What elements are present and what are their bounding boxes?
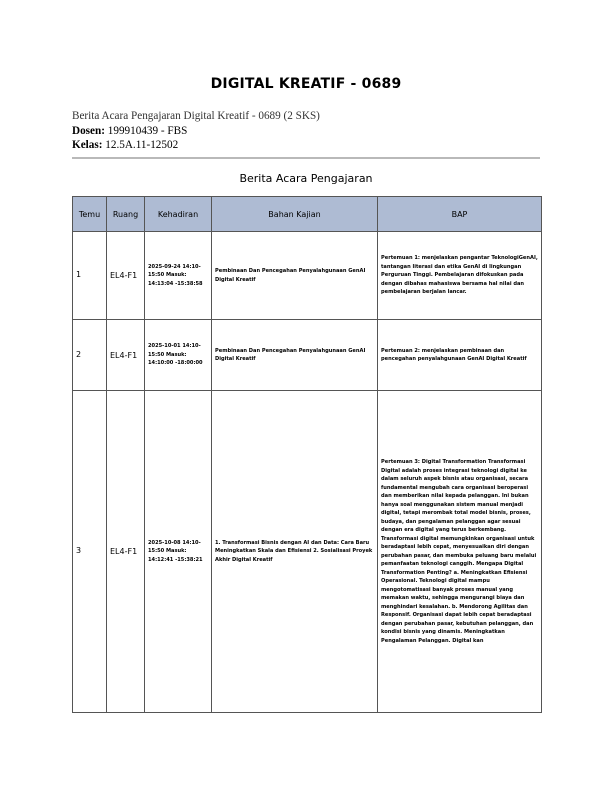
document-title: DIGITAL KREATIF - 0689 xyxy=(210,76,402,92)
cell-kehadiran: 2025-10-01 14:10-15:50 Masuk: 14:10:00 -18:00:00 xyxy=(145,320,212,391)
cell-ruang: EL4-F1 xyxy=(107,232,145,320)
horizontal-divider xyxy=(72,157,540,159)
column-header-temu: Temu xyxy=(73,197,107,232)
cell-bap: Pertemuan 1: menjelaskan pengantar TeknologiGenAI, tantangan literasi dan etika GenAI di lingkungan Perguruan Tinggi. Pembelajaran difokuskan pada dengan dibahas mahasiswa bersama hal nilai dan pembelajaran berjalan lancar. xyxy=(378,232,542,320)
cell-ruang: EL4-F1 xyxy=(107,320,145,391)
cell-temu: 3 xyxy=(73,391,107,713)
kelas-label: Kelas: xyxy=(72,139,103,151)
dosen-value: 199910439 - FBS xyxy=(107,125,188,137)
cell-bahan-kajian: Pembinaan Dan Pencegahan Penyalahgunaan GenAI Digital Kreatif xyxy=(212,320,378,391)
kelas-value: 12.5A.11-12502 xyxy=(105,139,179,151)
cell-bahan-kajian: Pembinaan Dan Pencegahan Penyalahgunaan GenAI Digital Kreatif xyxy=(212,232,378,320)
column-header-bahan-kajian: Bahan Kajian xyxy=(212,197,378,232)
bap-table xyxy=(72,196,542,713)
section-title: Berita Acara Pengajaran xyxy=(239,172,373,185)
table-row xyxy=(73,320,542,391)
cell-bap: Pertemuan 3: Digital Transformation Transformasi Digital adalah proses integrasi teknologi digital ke dalam seluruh aspek bisnis atau organisasi, secara fundamental mengubah cara organisasi beroperasi dan memberikan nilai kepada pelanggan. Ini bukan hanya soal menggunakan sistem manual menjadi digital, tetapi merombak total model bisnis, proses, budaya, dan pengalaman pelanggan agar sesuai dengan era digital yang terus berkembang. Transformasi digital memungkinkan organisasi untuk beradaptasi lebih cepat, menyesuaikan diri dengan perubahan pasar, dan membuka peluang baru melalui pemanfaatan teknologi canggih. Mengapa Digital Transformation Penting? a. Meningkatkan Efisiensi Operasional. Teknologi digital mampu mengotomatisasi banyak proses manual yang memakan waktu, sehingga mengurangi biaya dan menghindari kesalahan. b. Mendorong Agilitas dan Responsif. Organisasi dapat lebih cepat beradaptasi dengan perubahan pasar, kebutuhan pelanggan, dan kondisi bisnis yang dinamis. Meningkatkan Pengalaman Pelanggan. Digital kan xyxy=(378,391,542,713)
cell-bahan-kajian: 1. Transformasi Bisnis dengan AI dan Data: Cara Baru Meningkatkan Skala dan Efisiensi 2. Sosialisasi Proyek Akhir Digital Kreatif xyxy=(212,391,378,713)
cell-temu: 2 xyxy=(73,320,107,391)
table-header-row xyxy=(73,197,542,232)
cell-kehadiran: 2025-09-24 14:10-15:50 Masuk: 14:13:04 -15:38:58 xyxy=(145,232,212,320)
column-header-bap: BAP xyxy=(378,197,542,232)
cell-ruang: EL4-F1 xyxy=(107,391,145,713)
cell-kehadiran: 2025-10-08 14:10-15:50 Masuk: 14:12:41 -15:38:21 xyxy=(145,391,212,713)
dosen-line xyxy=(72,124,187,138)
table-row xyxy=(73,232,542,320)
dosen-label: Dosen: xyxy=(72,125,105,137)
table-row xyxy=(73,391,542,713)
cell-temu: 1 xyxy=(73,232,107,320)
kelas-line xyxy=(72,138,178,152)
column-header-ruang: Ruang xyxy=(107,197,145,232)
cell-bap: Pertemuan 2: menjelaskan pembinaan dan pencegahan penyalahgunaan GenAI Digital Kreatif xyxy=(378,320,542,391)
course-line: Berita Acara Pengajaran Digital Kreatif - 0689 (2 SKS) xyxy=(72,110,320,122)
column-header-kehadiran: Kehadiran xyxy=(145,197,212,232)
